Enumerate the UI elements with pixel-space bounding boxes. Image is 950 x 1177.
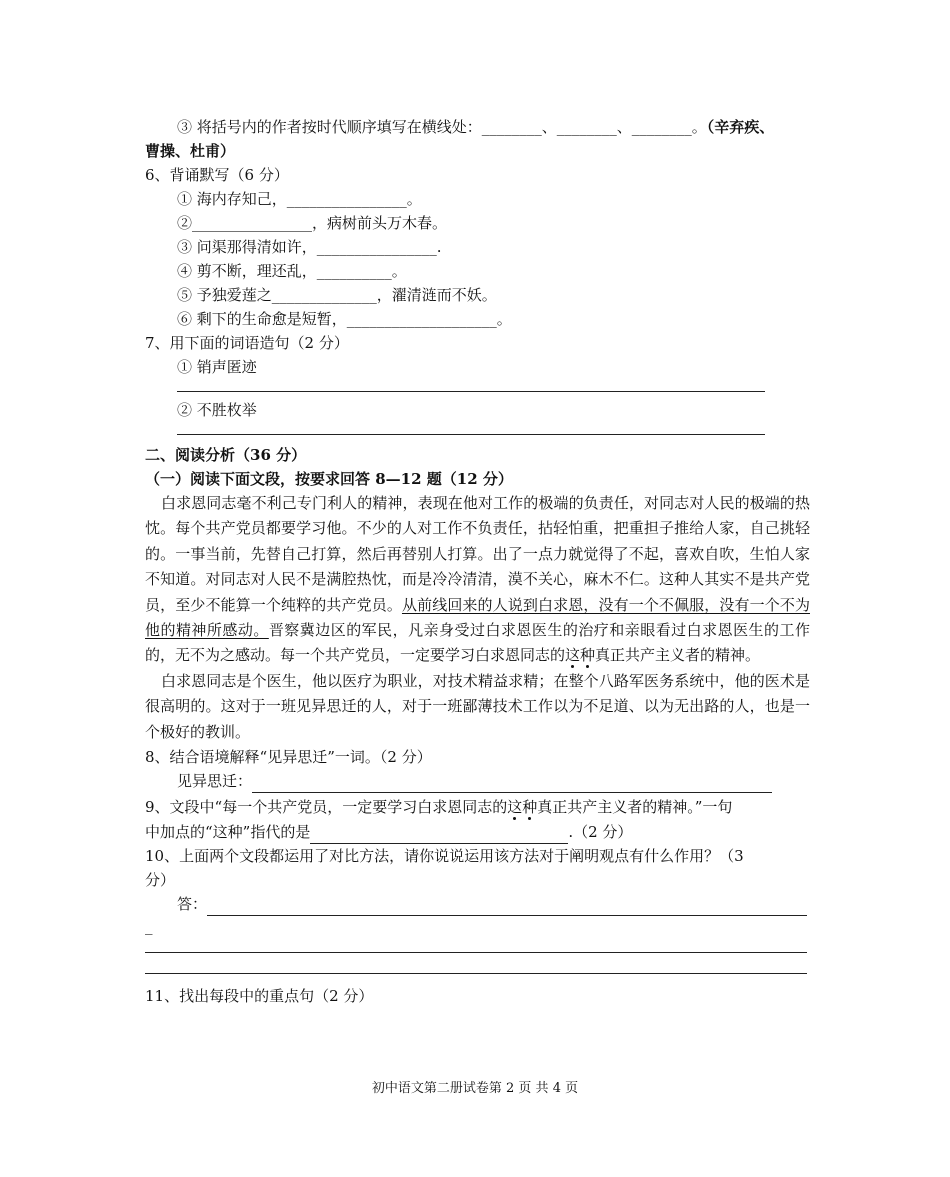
q6-item-1: ① 海内存知己，________________。: [177, 190, 422, 208]
q10-answer-line-2[interactable]: [145, 938, 807, 953]
q6-item-3: ③ 问渠那得清如许，________________.: [177, 238, 442, 256]
q5-3-authors-a: （辛弃疾、: [706, 118, 775, 136]
passage-dot-char-1: 这: [565, 646, 581, 665]
q10-answer-blank-1[interactable]: [207, 897, 807, 916]
q6-item-4: ④ 剪不断，理还乱，__________。: [177, 262, 407, 280]
passage-p1-underline: 从前线回来的人说到白求恩，没有一个不佩服，没有一个不为他的精神所感动。: [145, 595, 810, 640]
q10-stub: _: [145, 917, 153, 936]
q10-answer-label: 答：: [177, 895, 208, 914]
passage-p1-b: 晋察冀边区的军民，凡亲身受过白求恩医生的治疗和亲眼看过白求恩医生的工作的，无不为之感动。每一个共产党员，一定要学习白求恩同志的: [145, 621, 810, 665]
page-footer: 初中语文第二册试卷第 2 页 共 4 页: [371, 1081, 579, 1096]
q5-3-text: ③ 将括号内的作者按时代顺序填写在横线处：________、________、________。: [177, 118, 707, 136]
section-2-title: 二、阅读分析（36 分）: [145, 446, 307, 464]
q8-answer-row: [145, 769, 810, 795]
q8-answer-label: 见异思迁：: [177, 772, 253, 791]
q10-answer-row: [145, 892, 810, 918]
q9-dot-char-2: 种: [522, 798, 538, 817]
section-2-sub: （一）阅读下面文段，按要求回答 8—12 题（12 分）: [145, 470, 513, 488]
q10-answer-line-3[interactable]: [145, 953, 807, 974]
q11-title: 11、找出每段中的重点句（2 分）: [145, 987, 374, 1006]
q9-line-2-a: 中加点的“这种”指代的是: [145, 823, 311, 842]
q9-line-1-b: 真正共产主义者的精神。”一句: [537, 798, 733, 817]
q9-line-2-b: .（2 分）: [568, 823, 633, 842]
q7-title: 7、用下面的词语造句（2 分）: [145, 334, 349, 352]
q6-item-6: ⑥ 剩下的生命愈是短暂，____________________。: [177, 310, 512, 328]
q8-answer-blank[interactable]: [252, 774, 772, 793]
q8-title: 8、结合语境解释“见异思迁”一词。（2 分）: [145, 748, 432, 767]
q9-line-2: [145, 820, 810, 844]
passage-p1-a: 白求恩同志毫不利己专门利人的精神，表现在他对工作的极端的负责任，对同志对人民的极端的热忱。每个共产党员都要学习他。不少的人对工作不负责任，拈轻怕重，把重担子推给人家，自己挑轻的。一事当前，先替自己打算，然后再替别人打算。出了一点力就觉得了不起，喜欢自吹，生怕人家不知道。对同志对人民不是满腔热忱，而是冷冷清清，漠不关心，麻木不仁。这种人其实不是共产党员，至少不能算一个纯粹的共产党员。: [145, 494, 810, 614]
q10-line-1: 10、上面两个文段都运用了对比方法，请你说说运用该方法对于阐明观点有什么作用？（3: [145, 847, 744, 866]
q7-item-2: ② 不胜枚举: [177, 401, 257, 419]
q7-answer-line-2[interactable]: [177, 424, 765, 435]
passage-dot-char-2: 种: [580, 646, 596, 665]
q6-item-5: ⑤ 予独爱莲之______________，濯清涟而不妖。: [177, 286, 497, 304]
passage-paragraph-1: [145, 491, 810, 669]
q10-line-2: 分）: [145, 871, 176, 890]
q7-answer-line-1[interactable]: [177, 381, 765, 392]
q5-3-authors-b: 曹操、杜甫）: [145, 142, 236, 160]
exam-page: [145, 115, 810, 1008]
q6-item-2: ②________________，病树前头万木春。: [177, 214, 448, 232]
q9-dot-char-1: 这: [507, 798, 523, 817]
q7-item-1: ① 销声匿迹: [177, 358, 257, 376]
passage-paragraph-2: 白求恩同志是个医生，他以医疗为职业，对技术精益求精；在整个八路军医务系统中，他的医术是很高明的。这对于一班见异思迁的人，对于一班鄙薄技术工作以为不足道、以为无出路的人，也是一个极好的教训。: [145, 671, 810, 741]
q6-title: 6、背诵默写（6 分）: [145, 166, 289, 184]
q9-line-1-a: 9、文段中“每一个共产党员，一定要学习白求恩同志的: [145, 798, 508, 817]
q9-answer-blank[interactable]: [310, 825, 568, 844]
passage-p1-c: 真正共产主义者的精神。: [595, 646, 761, 665]
q5-3-line: [145, 115, 810, 139]
q9-line-1: [145, 795, 810, 820]
